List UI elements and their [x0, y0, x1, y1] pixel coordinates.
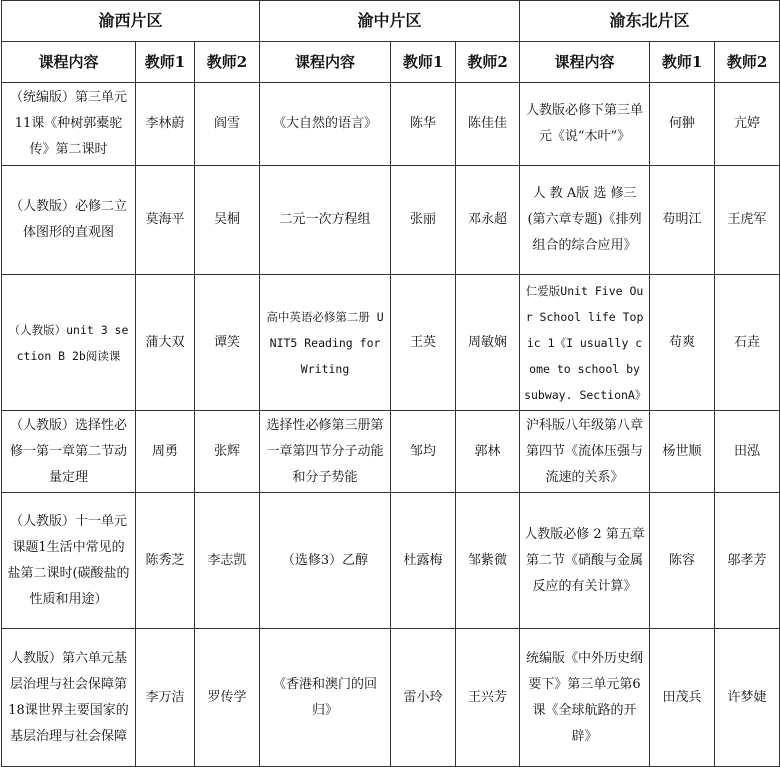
course-cell: 选择性必修第三册第一章第四节分子动能和分子势能 — [260, 411, 391, 493]
teacher-cell: 田茂兵 — [650, 629, 715, 767]
header-teacher2: 教师2 — [195, 42, 260, 83]
schedule-table — [1, 0, 780, 767]
teacher-cell: 许梦婕 — [715, 629, 780, 767]
teacher-cell: 苟明江 — [650, 166, 715, 275]
header-row — [2, 42, 780, 83]
header-teacher1: 教师1 — [391, 42, 456, 83]
teacher-cell: 杜露梅 — [391, 493, 456, 629]
teacher-cell: 石垚 — [715, 275, 780, 411]
header-course: 课程内容 — [520, 42, 650, 83]
region-west: 渝西片区 — [2, 1, 260, 42]
teacher-cell: 陈容 — [650, 493, 715, 629]
header-teacher2: 教师2 — [456, 42, 520, 83]
teacher-cell: 蒲大双 — [136, 275, 195, 411]
course-cell: （人教版）选择性必修一第一章第二节动量定理 — [2, 411, 136, 493]
header-course: 课程内容 — [260, 42, 391, 83]
teacher-cell: 张丽 — [391, 166, 456, 275]
course-cell: 人教版）第六单元基层治理与社会保障第18课世界主要国家的基层治理与社会保障 — [2, 629, 136, 767]
course-cell: 沪科版八年级第八章第四节《流体压强与流速的关系》 — [520, 411, 650, 493]
teacher-cell: 吴桐 — [195, 166, 260, 275]
table-row — [2, 83, 780, 166]
teacher-cell: 李万洁 — [136, 629, 195, 767]
region-row — [2, 1, 780, 42]
course-cell: 二元一次方程组 — [260, 166, 391, 275]
teacher-cell: 罗传学 — [195, 629, 260, 767]
table-row — [2, 629, 780, 767]
teacher-cell: 雷小玲 — [391, 629, 456, 767]
course-cell: （人教版）必修二立体图形的直观图 — [2, 166, 136, 275]
teacher-cell: 邓永超 — [456, 166, 520, 275]
teacher-cell: 邹紫微 — [456, 493, 520, 629]
teacher-cell: 阎雪 — [195, 83, 260, 166]
course-cell: 《大自然的语言》 — [260, 83, 391, 166]
teacher-cell: 邬孝芳 — [715, 493, 780, 629]
teacher-cell: 陈秀芝 — [136, 493, 195, 629]
teacher-cell: 莫海平 — [136, 166, 195, 275]
teacher-cell: 亢婷 — [715, 83, 780, 166]
teacher-cell: 王英 — [391, 275, 456, 411]
teacher-cell: 何翀 — [650, 83, 715, 166]
header-teacher1: 教师1 — [136, 42, 195, 83]
teacher-cell: 张辉 — [195, 411, 260, 493]
course-cell: （人教版）十一单元课题1生活中常见的盐第二课时(碳酸盐的性质和用途） — [2, 493, 136, 629]
course-cell: （统编版）第三单元11课《种树郭橐驼传》第二课时 — [2, 83, 136, 166]
teacher-cell: 周勇 — [136, 411, 195, 493]
teacher-cell: 郭林 — [456, 411, 520, 493]
teacher-cell: 陈佳佳 — [456, 83, 520, 166]
teacher-cell: 谭笑 — [195, 275, 260, 411]
course-cell: 高中英语必修第二册 UNIT5 Reading for Writing — [260, 275, 391, 411]
teacher-cell: 苟爽 — [650, 275, 715, 411]
header-teacher1: 教师1 — [650, 42, 715, 83]
teacher-cell: 李林蔚 — [136, 83, 195, 166]
table-row — [2, 166, 780, 275]
course-cell: 仁爱版Unit Five Our School life Topic 1《I usually come to school by subway. SectionA》 — [520, 275, 650, 411]
table-row — [2, 493, 780, 629]
teacher-cell: 田泓 — [715, 411, 780, 493]
teacher-cell: 王虎军 — [715, 166, 780, 275]
teacher-cell: 李志凯 — [195, 493, 260, 629]
course-cell: （选修3）乙醇 — [260, 493, 391, 629]
course-cell: 统编版《中外历史纲要下》第三单元第6课《全球航路的开辟》 — [520, 629, 650, 767]
table-row — [2, 275, 780, 411]
course-cell: 人 教 A版 选 修三(第六章专题)《排列组合的综合应用》 — [520, 166, 650, 275]
teacher-cell: 王兴芳 — [456, 629, 520, 767]
course-cell: （人教版）unit 3 section B 2b阅读课 — [2, 275, 136, 411]
region-central: 渝中片区 — [260, 1, 520, 42]
course-cell: 人教版必修 2 第五章第二节《硝酸与金属反应的有关计算》 — [520, 493, 650, 629]
teacher-cell: 陈华 — [391, 83, 456, 166]
teacher-cell: 周敏娴 — [456, 275, 520, 411]
table-row — [2, 411, 780, 493]
header-teacher2: 教师2 — [715, 42, 780, 83]
header-course: 课程内容 — [2, 42, 136, 83]
course-cell: 《香港和澳门的回归》 — [260, 629, 391, 767]
region-northeast: 渝东北片区 — [520, 1, 780, 42]
teacher-cell: 杨世顺 — [650, 411, 715, 493]
course-cell: 人教版必修下第三单元《说“木叶”》 — [520, 83, 650, 166]
teacher-cell: 邹均 — [391, 411, 456, 493]
